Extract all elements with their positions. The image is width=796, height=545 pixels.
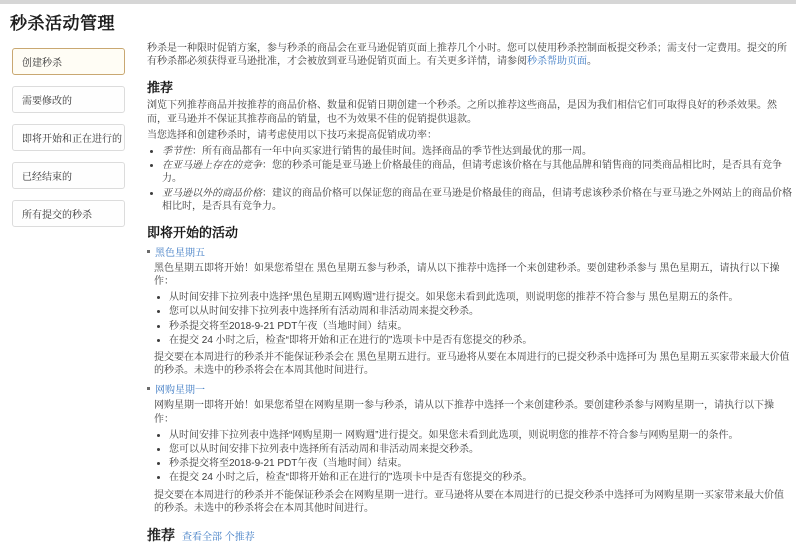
event-step: • 秒杀提交将至2018-9-21 PDT午夜（当地时间）结束。 <box>169 320 792 333</box>
tip-seasonality <box>162 145 792 158</box>
tips-intro: 当您选择和创建秒杀时，请考虑使用以下技巧来提高促销成功率： <box>147 129 437 141</box>
tip-term: 季节性 <box>162 145 192 157</box>
intro-paragraph <box>147 42 792 68</box>
event-body <box>147 262 792 378</box>
black-friday-link[interactable]: 黑色星期五 <box>155 247 205 259</box>
sidebar-item-ended[interactable] <box>12 162 125 189</box>
page-title: 秒杀活动管理 <box>10 14 115 33</box>
sidebar-item-label: 即将开始和正在进行的 <box>22 134 122 145</box>
event-step: • 秒杀提交将至2018-9-21 PDT午夜（当地时间）结束。 <box>169 457 792 470</box>
intro-text: 秒杀是一种限时促销方案，参与秒杀的商品会在亚马逊促销页面上推荐几个小时。您可以使用秒杀控制面板提交秒杀；需支付一定费用。提交的所有秒杀都必须获得亚马逊批准，才会被放到亚马逊促销页面上。有关更多详情，请参阅 <box>147 43 787 68</box>
event-step: • 从时间安排下拉列表中选择“黑色星期五网购週”进行提交。如果您未看到此选项，则说明您的推荐不符合参与 黑色星期五的条件。 <box>169 291 792 304</box>
event-steps <box>154 429 792 485</box>
tip-term: 亚马逊以外的商品价格 <box>162 187 262 199</box>
event-note: 提交要在本周进行的秒杀并不能保证秒杀会在 黑色星期五进行。亚马逊将从要在本周进行的已提交秒杀中选择可为 黑色星期五买家带来最大价值的秒杀。未选中的秒杀将会在本周其他时间进行。 <box>154 352 790 377</box>
tip-text: ：建议的商品价格可以保证您的商品在亚马逊是价格最佳的商品，但请考虑该秒杀价格在与亚马逊之外网站上的商品价格相比时，是否具有竞争力。 <box>162 187 792 212</box>
event-title-row <box>147 244 792 259</box>
view-all-recommendations-link[interactable]: 查看全部 个推荐 <box>182 531 255 543</box>
event-step: • 您可以从时间安排下拉列表中选择所有活动周和非活动周来提交秒杀。 <box>169 305 792 318</box>
top-border <box>0 0 796 4</box>
tip-price-off-amazon <box>162 187 792 213</box>
event-intro: 网购星期一即将开始！如果您希望在网购星期一参与秒杀，请从以下推荐中选择一个来创建秒杀。要创建秒杀参与网购星期一，请执行以下操作： <box>154 400 774 425</box>
event-step: • 您可以从时间安排下拉列表中选择所有活动周和非活动周来提交秒杀。 <box>169 443 792 456</box>
sidebar-item-label: 已经结束的 <box>22 172 72 183</box>
recommend-heading: 推荐 <box>147 80 174 96</box>
main-content <box>147 42 792 545</box>
footer-recommend-heading: 推荐 <box>147 526 175 543</box>
sidebar-item-label: 需要修改的 <box>22 96 72 107</box>
upcoming-heading: 即将开始的活动 <box>147 224 239 240</box>
sidebar-item-create-deal[interactable] <box>12 48 125 75</box>
event-step: • 在提交 24 小时之后，检查“即将开始和正在进行的”选项卡中是否有您提交的秒杀。 <box>169 334 792 347</box>
sidebar <box>12 48 125 238</box>
event-body <box>147 399 792 515</box>
sidebar-item-upcoming-running[interactable] <box>12 124 125 151</box>
tip-term: 在亚马逊上存在的竞争 <box>162 160 262 172</box>
cyber-monday-link[interactable]: 网购星期一 <box>155 385 205 397</box>
deals-help-link[interactable]: 秒杀帮助页面 <box>527 56 587 68</box>
event-black-friday <box>147 244 792 378</box>
bullet-icon <box>147 250 150 253</box>
tip-competition-on-amazon <box>162 159 792 185</box>
event-note: 提交要在本周进行的秒杀并不能保证秒杀会在网购星期一进行。亚马逊将从要在本周进行的已提交秒杀中选择可为网购星期一买家带来最大价值的秒杀。未选中的秒杀将会在本周其他时间进行。 <box>154 489 784 514</box>
tips-list <box>147 145 792 213</box>
event-cyber-monday <box>147 381 792 515</box>
recommend-footer <box>147 525 792 545</box>
tip-text: ：所有商品都有一年中向买家进行销售的最佳时间。选择商品的季节性达到最优的那一周。 <box>192 145 592 157</box>
event-title-row <box>147 381 792 396</box>
event-step: • 在提交 24 小时之后，检查“即将开始和正在进行的”选项卡中是否有您提交的秒杀。 <box>169 471 792 484</box>
event-steps <box>154 291 792 347</box>
intro-text-end: 。 <box>587 56 597 68</box>
tip-text: ：您的秒杀可能是亚马逊上价格最佳的商品，但请考虑该价格在与其他品牌和销售商的同类商品相比时，是否具有竞争力。 <box>162 160 782 185</box>
bullet-icon <box>147 387 150 390</box>
event-intro: 黑色星期五即将开始！如果您希望在 黑色星期五参与秒杀，请从以下推荐中选择一个来创建秒杀。要创建秒杀参与 黑色星期五，请执行以下操作： <box>154 262 780 288</box>
event-step: • 从时间安排下拉列表中选择“网购星期一 网购週”进行提交。如果您未看到此选项，则说明您的推荐不符合参与网购星期一的条件。 <box>169 429 792 442</box>
sidebar-item-all-submitted[interactable] <box>12 200 125 227</box>
sidebar-item-label: 所有提交的秒杀 <box>22 210 92 221</box>
sidebar-item-label: 创建秒杀 <box>22 58 62 69</box>
recommend-paragraph: 浏览下列推荐商品并按推荐的商品价格、数量和促销日期创建一个秒杀。之所以推荐这些商品，是因为我们相信它们可取得良好的秒杀效果。然而，亚马逊并不保证其推荐商品的销量，也不为效果不佳的促销提供退款。 <box>147 100 777 125</box>
sidebar-item-needs-edit[interactable] <box>12 86 125 113</box>
